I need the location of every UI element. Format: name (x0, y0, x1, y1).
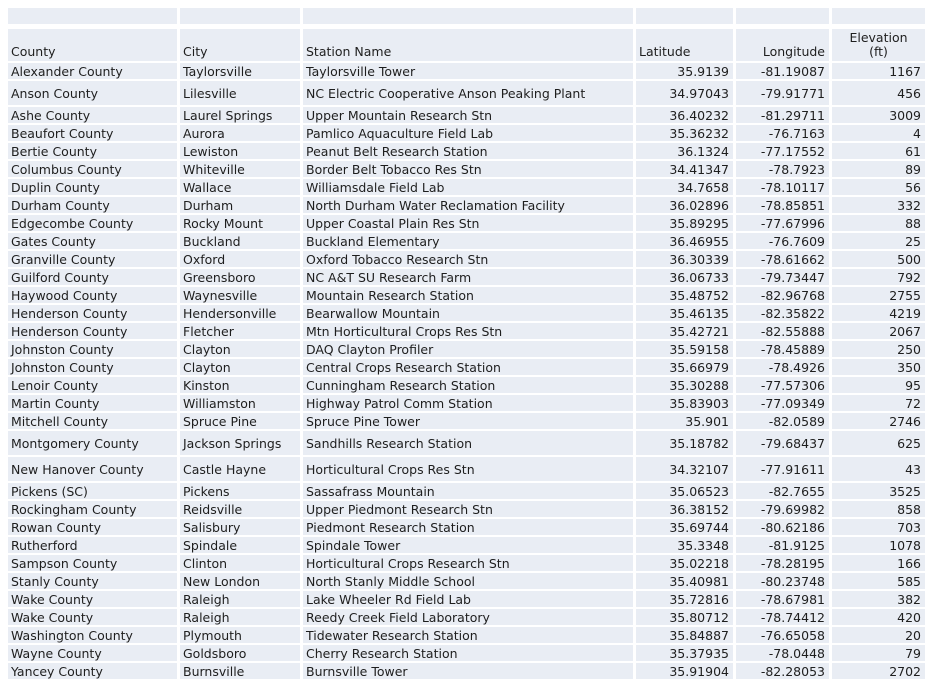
cell-county: Haywood County (8, 287, 177, 303)
cell-county: Ashe County (8, 107, 177, 123)
cell-elevation: 43 (832, 457, 925, 481)
cell-elevation: 3525 (832, 483, 925, 499)
cell-station-name: Upper Coastal Plain Res Stn (303, 215, 633, 231)
cell-station-name: Highway Patrol Comm Station (303, 395, 633, 411)
cell-county: Wake County (8, 591, 177, 607)
cell-city: Wallace (180, 179, 300, 195)
cell-county: Duplin County (8, 179, 177, 195)
table-row (8, 537, 925, 553)
cell-latitude: 35.9139 (636, 63, 733, 79)
cell-latitude: 36.1324 (636, 143, 733, 159)
blank-cell (636, 8, 733, 24)
cell-longitude: -79.91771 (736, 81, 829, 105)
table-header-row (8, 29, 925, 61)
blank-cell (736, 8, 829, 24)
cell-longitude: -77.09349 (736, 395, 829, 411)
cell-longitude: -78.74412 (736, 609, 829, 625)
table-row (8, 161, 925, 177)
cell-station-name: Border Belt Tobacco Res Stn (303, 161, 633, 177)
cell-city: Clayton (180, 341, 300, 357)
table-row (8, 591, 925, 607)
table-body (8, 63, 925, 679)
cell-elevation: 20 (832, 627, 925, 643)
cell-station-name: Sassafrass Mountain (303, 483, 633, 499)
cell-city: Kinston (180, 377, 300, 393)
cell-elevation: 1078 (832, 537, 925, 553)
header-county-label: County (11, 44, 56, 59)
cell-county: Columbus County (8, 161, 177, 177)
cell-latitude: 34.7658 (636, 179, 733, 195)
cell-longitude: -77.57306 (736, 377, 829, 393)
cell-county: Rowan County (8, 519, 177, 535)
cell-elevation: 858 (832, 501, 925, 517)
header-county (8, 29, 177, 61)
cell-longitude: -78.0448 (736, 645, 829, 661)
blank-cell (832, 8, 925, 24)
cell-latitude: 36.38152 (636, 501, 733, 517)
cell-longitude: -79.73447 (736, 269, 829, 285)
cell-city: Pickens (180, 483, 300, 499)
cell-city: Buckland (180, 233, 300, 249)
cell-elevation: 72 (832, 395, 925, 411)
cell-elevation: 456 (832, 81, 925, 105)
cell-city: Rocky Mount (180, 215, 300, 231)
cell-city: New London (180, 573, 300, 589)
cell-latitude: 35.91904 (636, 663, 733, 679)
cell-longitude: -76.7163 (736, 125, 829, 141)
cell-latitude: 34.41347 (636, 161, 733, 177)
cell-latitude: 35.06523 (636, 483, 733, 499)
cell-latitude: 35.901 (636, 413, 733, 429)
cell-longitude: -78.10117 (736, 179, 829, 195)
table-row (8, 501, 925, 517)
table-row (8, 107, 925, 123)
cell-latitude: 35.83903 (636, 395, 733, 411)
cell-longitude: -77.67996 (736, 215, 829, 231)
table-row (8, 377, 925, 393)
cell-city: Spindale (180, 537, 300, 553)
cell-county: Yancey County (8, 663, 177, 679)
cell-elevation: 25 (832, 233, 925, 249)
table-row (8, 323, 925, 339)
cell-latitude: 36.30339 (636, 251, 733, 267)
cell-county: Washington County (8, 627, 177, 643)
cell-city: Oxford (180, 251, 300, 267)
table-row (8, 413, 925, 429)
cell-county: Pickens (SC) (8, 483, 177, 499)
cell-city: Waynesville (180, 287, 300, 303)
cell-longitude: -82.96768 (736, 287, 829, 303)
cell-station-name: Peanut Belt Research Station (303, 143, 633, 159)
table-row (8, 63, 925, 79)
cell-station-name: Buckland Elementary (303, 233, 633, 249)
table-row (8, 519, 925, 535)
table-row (8, 125, 925, 141)
cell-county: Martin County (8, 395, 177, 411)
header-elevation-label: Elevation (ft) (849, 30, 908, 59)
cell-city: Salisbury (180, 519, 300, 535)
cell-elevation: 95 (832, 377, 925, 393)
cell-latitude: 35.36232 (636, 125, 733, 141)
cell-elevation: 703 (832, 519, 925, 535)
table-row (8, 555, 925, 571)
cell-city: Laurel Springs (180, 107, 300, 123)
cell-longitude: -80.23748 (736, 573, 829, 589)
cell-station-name: Spruce Pine Tower (303, 413, 633, 429)
cell-county: Montgomery County (8, 431, 177, 455)
cell-longitude: -82.35822 (736, 305, 829, 321)
cell-city: Castle Hayne (180, 457, 300, 481)
cell-elevation: 585 (832, 573, 925, 589)
cell-city: Spruce Pine (180, 413, 300, 429)
table-row (8, 457, 925, 481)
cell-city: Plymouth (180, 627, 300, 643)
header-elevation (832, 29, 925, 61)
cell-latitude: 35.18782 (636, 431, 733, 455)
cell-city: Clinton (180, 555, 300, 571)
table-row (8, 287, 925, 303)
cell-elevation: 350 (832, 359, 925, 375)
cell-elevation: 382 (832, 591, 925, 607)
cell-station-name: DAQ Clayton Profiler (303, 341, 633, 357)
table-row (8, 627, 925, 643)
cell-longitude: -78.85851 (736, 197, 829, 213)
cell-county: Johnston County (8, 359, 177, 375)
cell-elevation: 420 (832, 609, 925, 625)
cell-latitude: 36.46955 (636, 233, 733, 249)
cell-station-name: Cunningham Research Station (303, 377, 633, 393)
cell-elevation: 89 (832, 161, 925, 177)
cell-latitude: 36.06733 (636, 269, 733, 285)
table-row (8, 645, 925, 661)
table-row (8, 143, 925, 159)
table-row (8, 81, 925, 105)
cell-longitude: -79.68437 (736, 431, 829, 455)
cell-longitude: -78.7923 (736, 161, 829, 177)
cell-city: Whiteville (180, 161, 300, 177)
table-row (8, 431, 925, 455)
cell-elevation: 250 (832, 341, 925, 357)
table-row (8, 483, 925, 499)
cell-station-name: Cherry Research Station (303, 645, 633, 661)
cell-station-name: Burnsville Tower (303, 663, 633, 679)
cell-county: Alexander County (8, 63, 177, 79)
cell-elevation: 625 (832, 431, 925, 455)
table-row (8, 573, 925, 589)
cell-longitude: -76.7609 (736, 233, 829, 249)
cell-city: Raleigh (180, 591, 300, 607)
cell-elevation: 79 (832, 645, 925, 661)
cell-latitude: 35.02218 (636, 555, 733, 571)
cell-station-name: North Stanly Middle School (303, 573, 633, 589)
cell-county: Durham County (8, 197, 177, 213)
header-station-name (303, 29, 633, 61)
table-row (8, 215, 925, 231)
cell-station-name: Horticultural Crops Res Stn (303, 457, 633, 481)
table-row (8, 179, 925, 195)
cell-city: Reidsville (180, 501, 300, 517)
cell-elevation: 2755 (832, 287, 925, 303)
cell-longitude: -82.28053 (736, 663, 829, 679)
cell-county: Henderson County (8, 323, 177, 339)
header-latitude-label: Latitude (639, 44, 691, 59)
cell-elevation: 2067 (832, 323, 925, 339)
cell-city: Lilesville (180, 81, 300, 105)
cell-latitude: 35.37935 (636, 645, 733, 661)
cell-latitude: 34.97043 (636, 81, 733, 105)
cell-elevation: 4219 (832, 305, 925, 321)
cell-station-name: Spindale Tower (303, 537, 633, 553)
table-row (8, 233, 925, 249)
table-row (8, 663, 925, 679)
cell-elevation: 2746 (832, 413, 925, 429)
cell-latitude: 35.40981 (636, 573, 733, 589)
cell-county: Mitchell County (8, 413, 177, 429)
cell-longitude: -82.55888 (736, 323, 829, 339)
cell-county: Sampson County (8, 555, 177, 571)
cell-latitude: 35.59158 (636, 341, 733, 357)
cell-station-name: Central Crops Research Station (303, 359, 633, 375)
cell-county: Henderson County (8, 305, 177, 321)
cell-city: Goldsboro (180, 645, 300, 661)
cell-longitude: -81.29711 (736, 107, 829, 123)
cell-latitude: 35.3348 (636, 537, 733, 553)
cell-latitude: 35.46135 (636, 305, 733, 321)
cell-city: Raleigh (180, 609, 300, 625)
cell-longitude: -76.65058 (736, 627, 829, 643)
cell-station-name: Mtn Horticultural Crops Res Stn (303, 323, 633, 339)
cell-county: Edgecombe County (8, 215, 177, 231)
cell-latitude: 36.40232 (636, 107, 733, 123)
cell-elevation: 3009 (832, 107, 925, 123)
cell-latitude: 35.80712 (636, 609, 733, 625)
cell-county: Rutherford (8, 537, 177, 553)
blank-cell (303, 8, 633, 24)
cell-latitude: 35.84887 (636, 627, 733, 643)
cell-longitude: -81.9125 (736, 537, 829, 553)
cell-station-name: Piedmont Research Station (303, 519, 633, 535)
cell-station-name: Upper Piedmont Research Stn (303, 501, 633, 517)
stations-table (8, 8, 925, 681)
cell-elevation: 4 (832, 125, 925, 141)
cell-county: Gates County (8, 233, 177, 249)
cell-longitude: -78.67981 (736, 591, 829, 607)
cell-station-name: Oxford Tobacco Research Stn (303, 251, 633, 267)
cell-latitude: 35.89295 (636, 215, 733, 231)
cell-longitude: -82.7655 (736, 483, 829, 499)
cell-station-name: Lake Wheeler Rd Field Lab (303, 591, 633, 607)
cell-county: Wake County (8, 609, 177, 625)
cell-city: Greensboro (180, 269, 300, 285)
cell-elevation: 166 (832, 555, 925, 571)
header-city (180, 29, 300, 61)
cell-station-name: Taylorsville Tower (303, 63, 633, 79)
blank-row (8, 8, 925, 24)
header-longitude (736, 29, 829, 61)
cell-city: Taylorsville (180, 63, 300, 79)
cell-city: Jackson Springs (180, 431, 300, 455)
header-station-name-label: Station Name (306, 44, 392, 59)
cell-latitude: 35.66979 (636, 359, 733, 375)
cell-elevation: 61 (832, 143, 925, 159)
cell-longitude: -82.0589 (736, 413, 829, 429)
cell-longitude: -78.28195 (736, 555, 829, 571)
table-row (8, 269, 925, 285)
table-row (8, 359, 925, 375)
cell-county: Lenoir County (8, 377, 177, 393)
cell-county: Rockingham County (8, 501, 177, 517)
cell-county: Granville County (8, 251, 177, 267)
cell-elevation: 792 (832, 269, 925, 285)
cell-latitude: 35.69744 (636, 519, 733, 535)
cell-elevation: 2702 (832, 663, 925, 679)
table-row (8, 251, 925, 267)
table-row (8, 341, 925, 357)
cell-longitude: -77.91611 (736, 457, 829, 481)
cell-city: Hendersonville (180, 305, 300, 321)
cell-latitude: 34.32107 (636, 457, 733, 481)
cell-city: Fletcher (180, 323, 300, 339)
cell-station-name: Tidewater Research Station (303, 627, 633, 643)
cell-longitude: -78.45889 (736, 341, 829, 357)
cell-longitude: -79.69982 (736, 501, 829, 517)
cell-county: New Hanover County (8, 457, 177, 481)
cell-longitude: -78.4926 (736, 359, 829, 375)
table-row (8, 197, 925, 213)
cell-latitude: 36.02896 (636, 197, 733, 213)
cell-county: Johnston County (8, 341, 177, 357)
cell-station-name: Upper Mountain Research Stn (303, 107, 633, 123)
cell-county: Wayne County (8, 645, 177, 661)
cell-station-name: NC A&T SU Research Farm (303, 269, 633, 285)
cell-station-name: Mountain Research Station (303, 287, 633, 303)
table-row (8, 609, 925, 625)
header-longitude-label: Longitude (762, 44, 825, 59)
cell-county: Stanly County (8, 573, 177, 589)
table-row (8, 305, 925, 321)
cell-elevation: 500 (832, 251, 925, 267)
blank-cell (8, 8, 177, 24)
cell-station-name: Horticultural Crops Research Stn (303, 555, 633, 571)
cell-station-name: Reedy Creek Field Laboratory (303, 609, 633, 625)
cell-elevation: 332 (832, 197, 925, 213)
cell-city: Aurora (180, 125, 300, 141)
cell-station-name: Williamsdale Field Lab (303, 179, 633, 195)
cell-county: Bertie County (8, 143, 177, 159)
cell-longitude: -78.61662 (736, 251, 829, 267)
cell-city: Burnsville (180, 663, 300, 679)
cell-county: Guilford County (8, 269, 177, 285)
cell-city: Lewiston (180, 143, 300, 159)
cell-longitude: -81.19087 (736, 63, 829, 79)
cell-latitude: 35.42721 (636, 323, 733, 339)
header-city-label: City (183, 44, 208, 59)
cell-station-name: Pamlico Aquaculture Field Lab (303, 125, 633, 141)
cell-city: Clayton (180, 359, 300, 375)
cell-longitude: -80.62186 (736, 519, 829, 535)
cell-city: Williamston (180, 395, 300, 411)
cell-county: Anson County (8, 81, 177, 105)
cell-station-name: Bearwallow Mountain (303, 305, 633, 321)
cell-latitude: 35.72816 (636, 591, 733, 607)
cell-city: Durham (180, 197, 300, 213)
table-row (8, 395, 925, 411)
cell-elevation: 1167 (832, 63, 925, 79)
cell-elevation: 88 (832, 215, 925, 231)
header-latitude (636, 29, 733, 61)
cell-longitude: -77.17552 (736, 143, 829, 159)
blank-cell (180, 8, 300, 24)
cell-elevation: 56 (832, 179, 925, 195)
cell-station-name: Sandhills Research Station (303, 431, 633, 455)
cell-latitude: 35.48752 (636, 287, 733, 303)
cell-county: Beaufort County (8, 125, 177, 141)
cell-station-name: North Durham Water Reclamation Facility (303, 197, 633, 213)
cell-station-name: NC Electric Cooperative Anson Peaking Plant (303, 81, 633, 105)
cell-latitude: 35.30288 (636, 377, 733, 393)
